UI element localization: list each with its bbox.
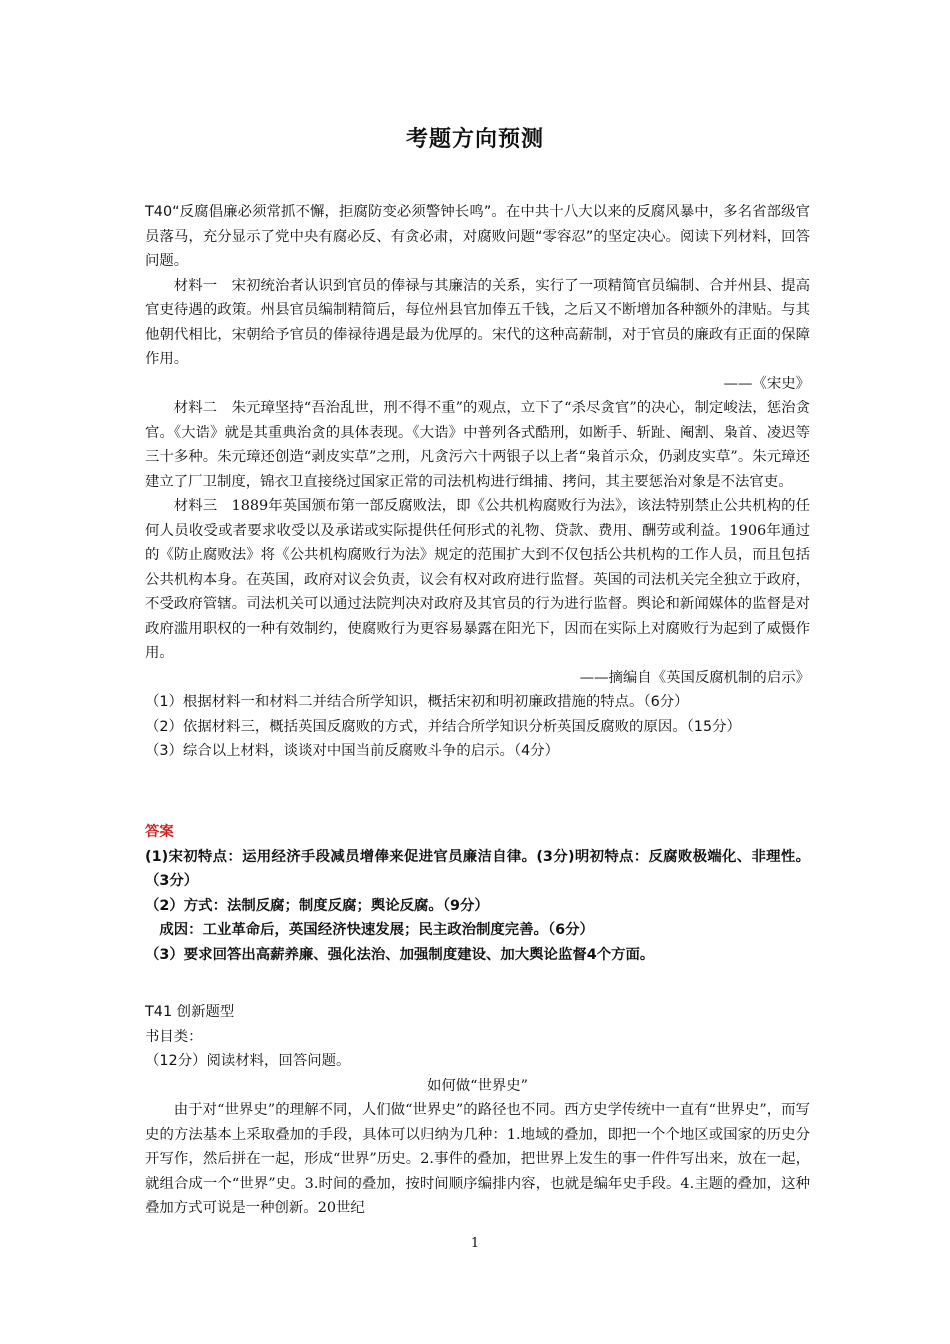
question-3: （3）综合以上材料，谈谈对中国当前反腐败斗争的启示。（4分） [145,743,560,759]
answer-2-cause: 成因：工业革命后，英国经济快速发展；民主政治制度完善。（6分） [159,922,594,938]
page-number: 1 [470,1236,480,1251]
t41-category: 书目类： [145,1028,203,1045]
t41-section [145,1000,810,1221]
question-1: （1）根据材料一和材料二并结合所学知识，概括宋初和明初廉政措施的特点。（6分） [145,694,689,710]
answer-label: 答案 [145,824,174,840]
t41-subtitle: 如何做“世界史” [426,1077,529,1094]
material-3: 材料三 1889年英国颁布第一部反腐败法，即《公共机构腐败行为法》，该法特别禁止公共机构的任何人员收受或者要求收受以及承诺或实际提供任何形式的礼物、贷款、费用、酬劳或利益。1906年通过的《防止腐败法》将《公共机构腐败行为法》规定的范围扩大到不仅包括公共机构的工作人员，而且包括公共机构本身。在英国，政府对议会负责，议会有权对政府进行监督。英国的司法机关完全独立于政府，不受政府管辖。司法机关可以通过法院判决对政府及其官员的行为进行监督。舆论和新闻媒体的监督是对政府滥用职权的一种有效制约，使腐败行为更容易暴露在阳光下，因而在实际上对腐败行为起到了威慑作用。 [145,498,810,661]
material-3-source: ——摘编自《英国反腐机制的启示》 [579,669,810,686]
t40-intro: T40“反腐倡廉必须常抓不懈，拒腐防变必须警钟长鸣”。在中共十八大以来的反腐风暴中，多名省部级官员落马，充分显示了党中央有腐必反、有贪必肃，对腐败问题“零容忍”的坚定决心。阅读下列材料，回答问题。 [145,204,810,269]
answer-section [145,820,810,967]
material-2: 材料二 朱元璋坚持“吾治乱世，刑不得不重”的观点，立下了“杀尽贪官”的决心，制定峻法，惩治贪官。《大诰》就是其重典治贪的具体表现。《大诰》中普列各式酷刑，如断手、斩趾、阉割、枭首、凌迟等三十多种。朱元璋还创造“剥皮实草”之刑，凡贪污六十两银子以上者“枭首示众，仍剥皮实草”。朱元璋还建立了厂卫制度，锦衣卫直接绕过国家正常的司法机构进行缉捕、拷问，其主要惩治对象是不法官吏。 [145,400,810,490]
material-1-source: ——《宋史》 [723,375,810,392]
page-title: 考题方向预测 [405,127,544,152]
answer-1: (1)宋初特点：运用经济手段减员增俸来促进官员廉洁自律。(3分)明初特点：反腐败极端化、非理性。（3分） [145,848,810,889]
question-2: （2）依据材料三，概括英国反腐败的方式，并结合所学知识分析英国反腐败的原因。（15分） [145,718,741,735]
answer-2: （2）方式：法制反腐；制度反腐；舆论反腐。（9分） [145,897,489,914]
t41-body: 由于对“世界史”的理解不同，人们做“世界史”的路径也不同。西方史学传统中一直有“世界史”，而写史的方法基本上采取叠加的手段，具体可以归纳为几种：1.地域的叠加，即把一个个地区或国家的历史分开写作，然后拼在一起，形成“世界”历史。2.事件的叠加，把世界上发生的事一件件写出来，放在一起，就组合成一个“世界”史。3.时间的叠加，按时间顺序编排内容，也就是编年史手段。4.主题的叠加，这种叠加方式可说是一种创新。20世纪 [145,1102,810,1216]
material-1: 材料一 宋初统治者认识到官员的俸禄与其廉洁的关系，实行了一项精简官员编制、合并州县、提高官吏待遇的政策。州县官员编制精简后，每位州县官加俸五千钱，之后又不断增加各种额外的津贴。与其他朝代相比，宋朝给予官员的俸禄待遇是最为优厚的。宋代的这种高薪制，对于官员的廉政有正面的保障作用。 [145,277,810,367]
t41-heading: T41 创新题型 [145,1004,235,1020]
t40-section [145,200,810,764]
t41-prompt: （12分）阅读材料，回答问题。 [145,1053,351,1069]
answer-3: （3）要求回答出高薪养廉、强化法治、加强制度建设、加大舆论监督4个方面。 [145,946,655,963]
